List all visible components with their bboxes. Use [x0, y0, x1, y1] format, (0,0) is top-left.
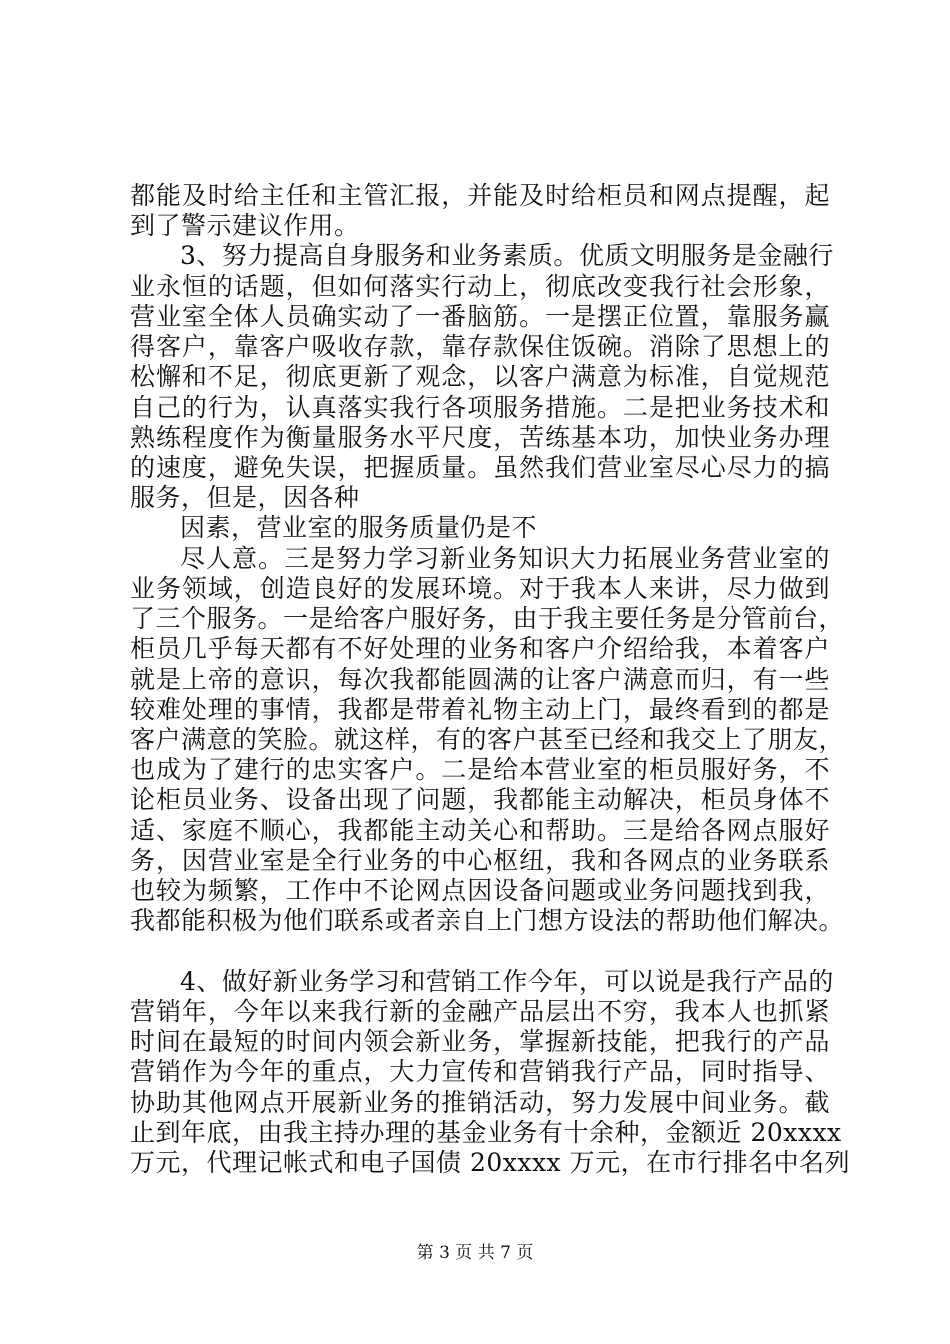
text-line: 协助其他网点开展新业务的推销活动，努力发展中间业务。截	[130, 1088, 830, 1117]
text-line: 营业室全体人员确实动了一番脑筋。一是摆正位置，靠服务赢	[130, 302, 830, 331]
text-line: 也较为频繁，工作中不论网点因设备问题或业务问题找到我，	[130, 876, 830, 905]
text-line: 业永恒的话题，但如何落实行动上，彻底改变我行社会形象，	[130, 272, 830, 301]
text-line: 到了警示建议作用。	[130, 211, 360, 240]
text-line: 了三个服务。一是给客户服好务，由于我主要任务是分管前台，	[130, 604, 845, 633]
text-line: 得客户，靠客户吸收存款，靠存款保住饭碗。消除了思想上的	[130, 332, 830, 361]
page-footer: 第 3 页 共 7 页	[416, 1243, 534, 1263]
text-line: 因素，营业室的服务质量仍是不	[180, 513, 538, 542]
text-line: 业务领域，创造良好的发展环境。对于我本人来讲，尽力做到	[130, 574, 830, 603]
text-line: 柜员几乎每天都有不好处理的业务和客户介绍给我，本着客户	[130, 634, 830, 663]
text-line: 客户满意的笑脸。就这样，有的客户甚至已经和我交上了朋友，	[130, 725, 845, 754]
text-line: 营销年，今年以来我行新的金融产品层出不穷，我本人也抓紧	[130, 997, 830, 1026]
text-line: 4、做好新业务学习和营销工作今年，可以说是我行产品的	[180, 967, 834, 996]
text-line: 尽人意。三是努力学习新业务知识大力拓展业务营业室的	[180, 544, 830, 573]
text-line: 务，因营业室是全行业务的中心枢纽，我和各网点的业务联系	[130, 846, 830, 875]
text-line: 万元，代理记帐式和电子国债 20xxxx 万元，在市行排名中名列	[130, 1148, 851, 1177]
text-line: 论柜员业务、设备出现了问题，我都能主动解决，柜员身体不	[130, 785, 830, 814]
text-line: 自己的行为，认真落实我行各项服务措施。二是把业务技术和	[130, 393, 830, 422]
text-line: 服务，但是，因各种	[130, 483, 360, 512]
text-line: 熟练程度作为衡量服务水平尺度，苦练基本功，加快业务办理	[130, 423, 830, 452]
text-line: 适、家庭不顺心，我都能主动关心和帮助。三是给各网点服好	[130, 816, 830, 845]
text-line: 的速度，避免失误，把握质量。虽然我们营业室尽心尽力的搞	[130, 453, 830, 482]
text-line: 3、努力提高自身服务和业务素质。优质文明服务是金融行	[180, 241, 834, 270]
text-line: 就是上帝的意识，每次我都能圆满的让客户满意而归，有一些	[130, 665, 830, 694]
text-line: 时间在最短的时间内领会新业务，掌握新技能，把我行的产品	[130, 1027, 830, 1056]
text-line: 都能及时给主任和主管汇报，并能及时给柜员和网点提醒，起	[130, 181, 830, 210]
text-line: 松懈和不足，彻底更新了观念，以客户满意为标准，自觉规范	[130, 362, 830, 391]
text-line: 也成为了建行的忠实客户。二是给本营业室的柜员服好务，不	[130, 755, 830, 784]
text-line: 营销作为今年的重点，大力宣传和营销我行产品，同时指导、	[130, 1057, 830, 1086]
text-line: 我都能积极为他们联系或者亲自上门想方设法的帮助他们解决。	[130, 906, 845, 935]
text-line: 较难处理的事情，我都是带着礼物主动上门，最终看到的都是	[130, 695, 830, 724]
text-line: 止到年底，由我主持办理的基金业务有十余种，金额近 20xxxx	[130, 1118, 842, 1147]
